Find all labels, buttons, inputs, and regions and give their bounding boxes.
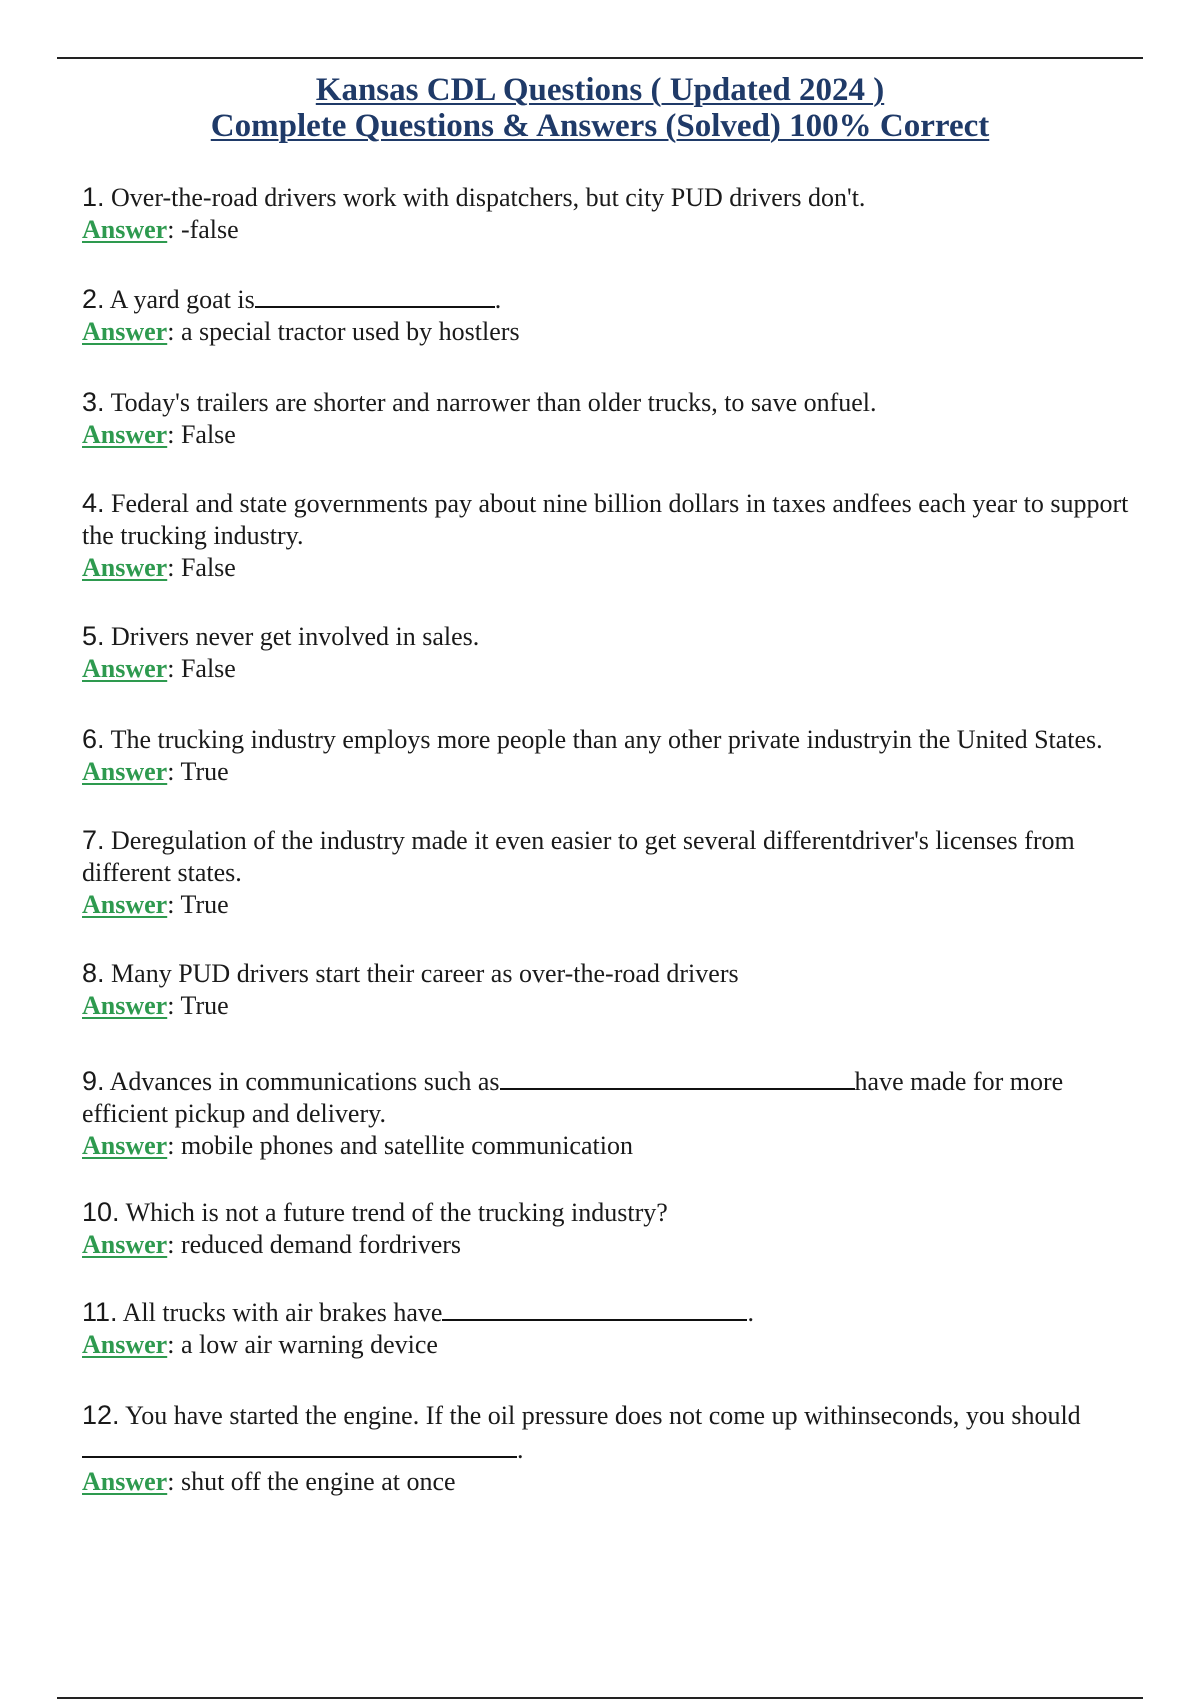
answer-text: reduced demand fordrivers xyxy=(180,1230,462,1259)
answer-line: Answer: False xyxy=(82,420,236,449)
question-text: 1. Over-the-road drivers work with dispatchers, but city PUD drivers don't. xyxy=(82,182,866,212)
fill-in-blank xyxy=(82,1432,517,1458)
answer-line: Answer: True xyxy=(82,991,229,1020)
answer-line: Answer: True xyxy=(82,757,229,786)
question-text: 4. Federal and state governments pay about nine billion dollars in taxes andfees each year to support the trucking industry. xyxy=(82,488,1129,550)
answer-label: Answer xyxy=(82,1330,168,1359)
answer-label: Answer xyxy=(82,420,168,449)
answer-label: Answer xyxy=(82,1131,168,1160)
answer-line: Answer: shut off the engine at once xyxy=(82,1467,456,1496)
answer-text: -false xyxy=(180,215,239,244)
answer-text: a low air warning device xyxy=(180,1330,438,1359)
answer-label: Answer xyxy=(82,757,168,786)
answer-line: Answer: reduced demand fordrivers xyxy=(82,1230,462,1259)
qa-item-12 xyxy=(82,1399,1132,1498)
question-text: 8. Many PUD drivers start their career as over-the-road drivers xyxy=(82,958,739,988)
answer-line: Answer: False xyxy=(82,553,236,582)
answer-line: Answer: True xyxy=(82,890,229,919)
qa-item-6 xyxy=(82,723,1132,788)
fill-in-blank xyxy=(442,1295,747,1321)
title-line-1: Kansas CDL Questions ( Updated 2024 ) xyxy=(315,72,885,108)
answer-line: Answer: mobile phones and satellite communication xyxy=(82,1131,633,1160)
answer-text: a special tractor used by hostlers xyxy=(180,317,520,346)
answer-text: False xyxy=(180,654,236,683)
title-line-2: Complete Questions & Answers (Solved) 100% Correct xyxy=(210,108,990,144)
qa-item-8 xyxy=(82,957,1132,1022)
answer-label: Answer xyxy=(82,1230,168,1259)
qa-item-7 xyxy=(82,824,1132,921)
top-rule xyxy=(57,57,1143,59)
answer-line: Answer: -false xyxy=(82,215,239,244)
answer-text: True xyxy=(180,890,229,919)
fill-in-blank xyxy=(255,282,495,308)
answer-label: Answer xyxy=(82,654,168,683)
question-text: 6. The trucking industry employs more people than any other private industryin the United States. xyxy=(82,724,1103,754)
answer-line: Answer: a special tractor used by hostlers xyxy=(82,317,520,346)
qa-item-10 xyxy=(82,1196,1132,1261)
answer-text: True xyxy=(180,757,229,786)
question-text: 10. Which is not a future trend of the trucking industry? xyxy=(82,1197,668,1227)
qa-item-3 xyxy=(82,386,1132,451)
qa-item-5 xyxy=(82,620,1132,685)
qa-item-1 xyxy=(82,181,1132,246)
document-title xyxy=(0,72,1200,144)
answer-line: Answer: a low air warning device xyxy=(82,1330,438,1359)
answer-label: Answer xyxy=(82,890,168,919)
qa-item-2 xyxy=(82,282,1132,348)
question-text: 3. Today's trailers are shorter and narrower than older trucks, to save onfuel. xyxy=(82,387,877,417)
qa-item-9 xyxy=(82,1064,1132,1162)
question-list xyxy=(82,181,1132,1498)
answer-label: Answer xyxy=(82,317,168,346)
question-text: 7. Deregulation of the industry made it even easier to get several differentdriver's licenses from different states. xyxy=(82,825,1075,887)
answer-label: Answer xyxy=(82,991,168,1020)
question-text: 5. Drivers never get involved in sales. xyxy=(82,621,480,651)
answer-text: False xyxy=(180,420,236,449)
answer-text: shut off the engine at once xyxy=(180,1467,456,1496)
question-text: 2. A yard goat is . xyxy=(82,284,502,314)
answer-text: False xyxy=(180,553,236,582)
bottom-rule xyxy=(57,1697,1143,1699)
question-text: 9. Advances in communications such as have made for more efficient pickup and delivery. xyxy=(82,1066,1064,1128)
question-text: 12. You have started the engine. If the oil pressure does not come up withinseconds, you should. xyxy=(82,1400,1081,1464)
qa-item-4 xyxy=(82,487,1132,584)
fill-in-blank xyxy=(500,1064,855,1090)
qa-item-11 xyxy=(82,1295,1132,1361)
answer-label: Answer xyxy=(82,215,168,244)
answer-label: Answer xyxy=(82,1467,168,1496)
answer-text: True xyxy=(180,991,229,1020)
answer-line: Answer: False xyxy=(82,654,236,683)
answer-text: mobile phones and satellite communication xyxy=(180,1131,633,1160)
answer-label: Answer xyxy=(82,553,168,582)
question-text: 11. All trucks with air brakes have . xyxy=(82,1297,754,1327)
